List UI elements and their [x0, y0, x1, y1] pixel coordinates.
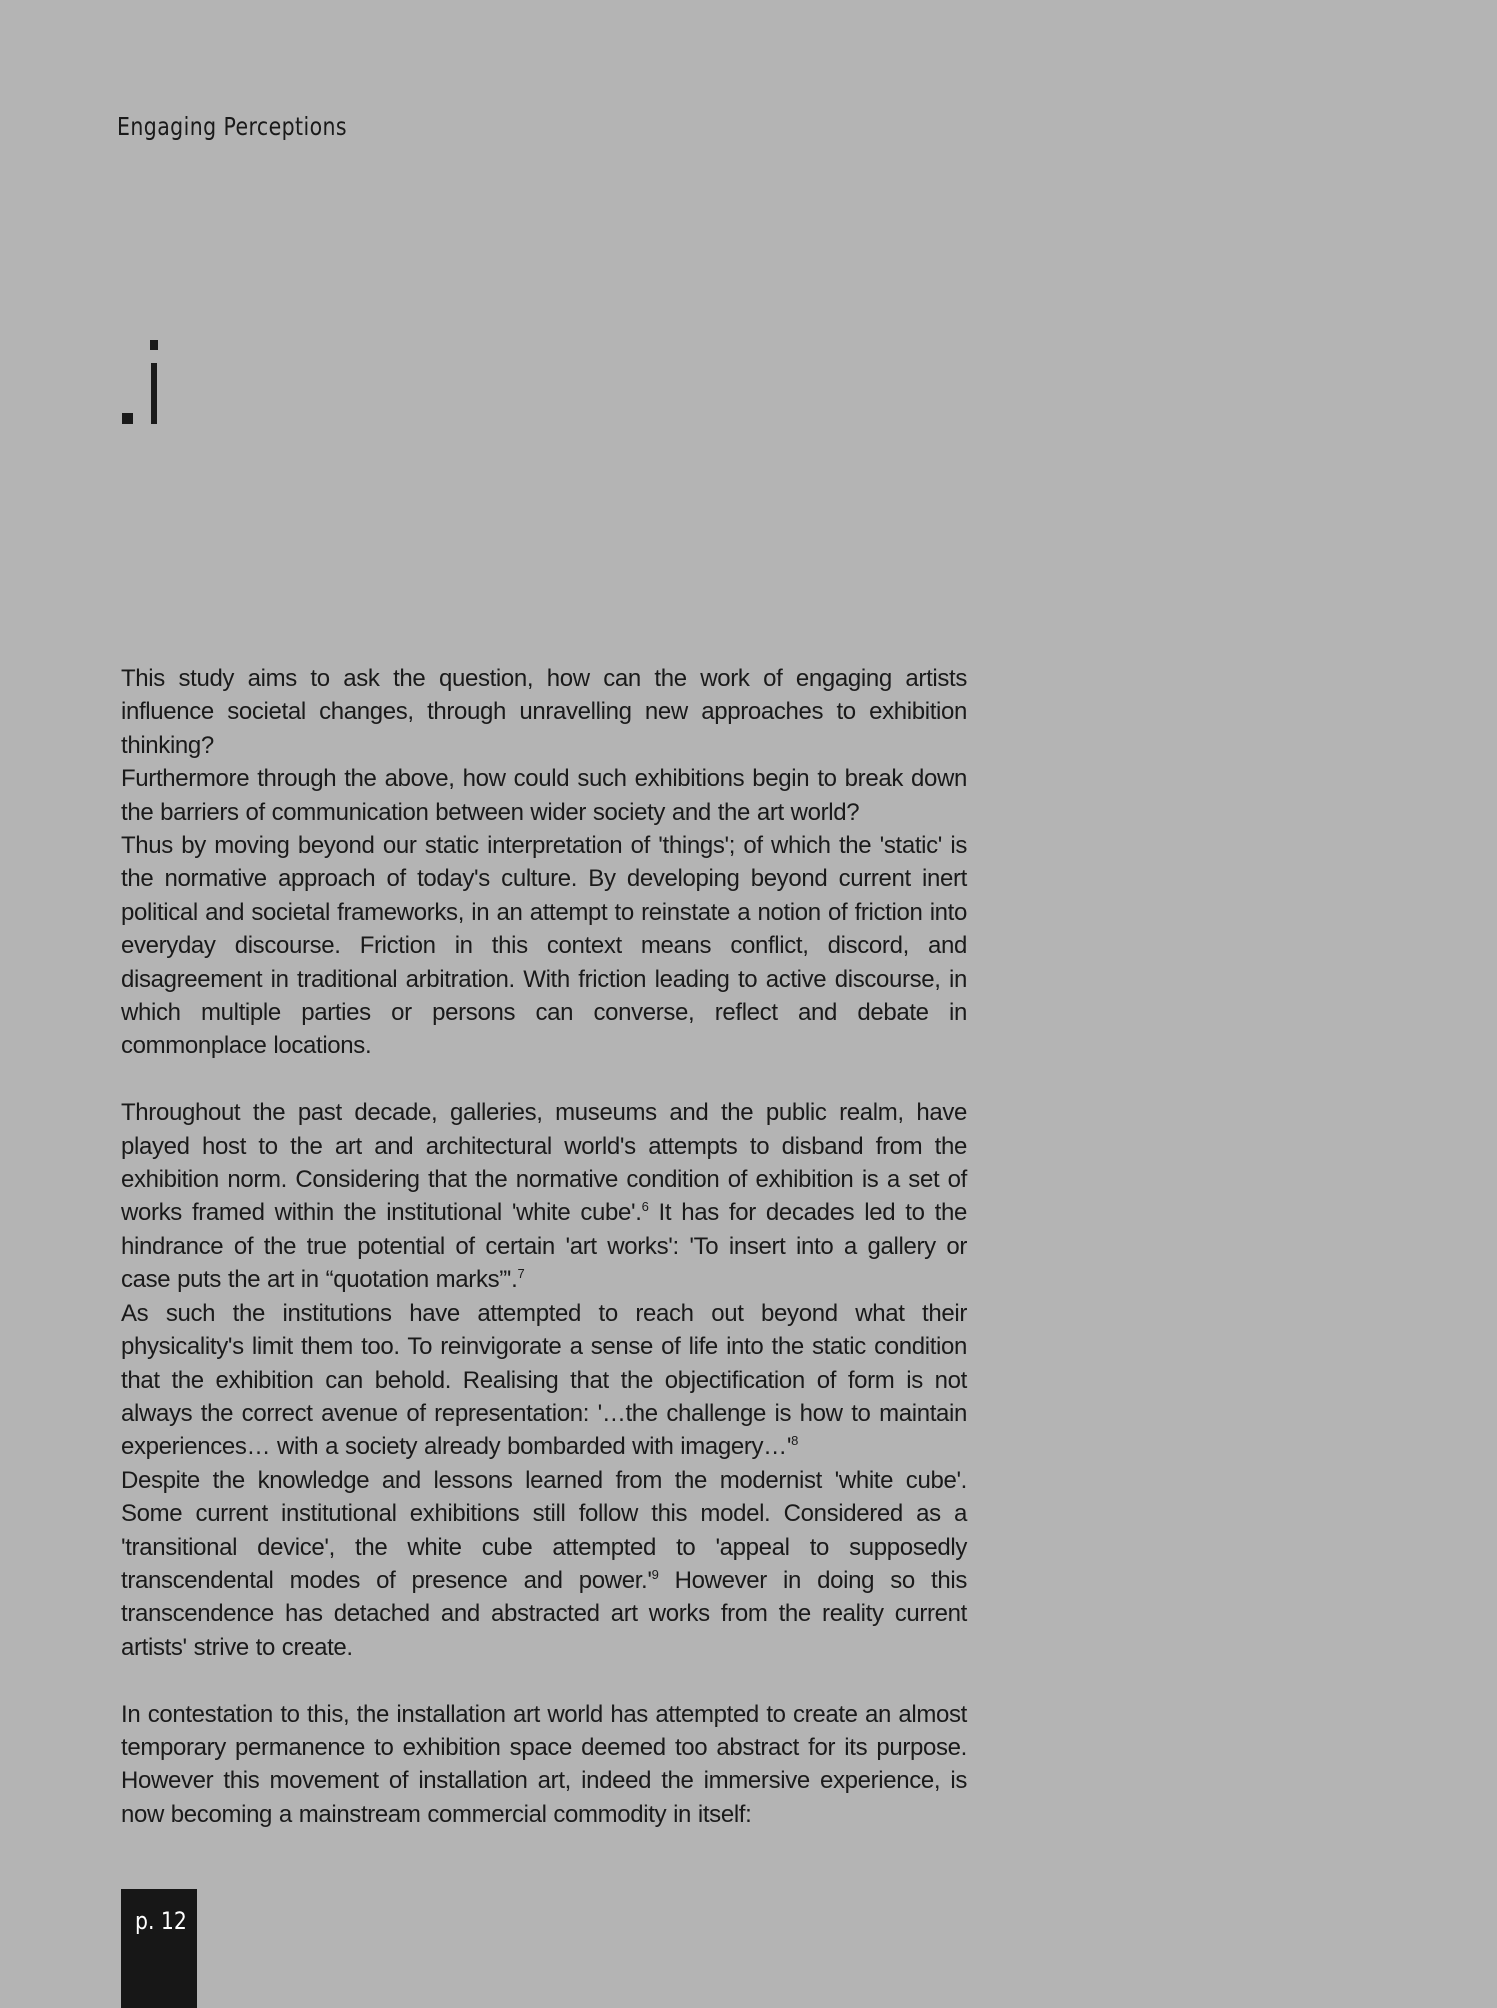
- paragraph: [121, 1464, 967, 1664]
- paragraph: [121, 1096, 967, 1296]
- section-marker: [122, 330, 182, 440]
- paragraph-text: Despite the knowledge and lessons learned from the modernist 'white cube'. Some current institutional exhibitions still follow this model. Considered as a 'transitional device', the white cube attempted to 'appeal to supposedly transcendental modes of presence and power.': [121, 1466, 967, 1594]
- footnote-reference: 9: [651, 1566, 659, 1582]
- footnote-reference: 8: [791, 1433, 798, 1449]
- paragraph-text: However in doing so this transcendence has detached and abstracted art works from the reality current artists' strive to create.: [121, 1566, 967, 1661]
- paragraph: Thus by moving beyond our static interpretation of 'things'; of which the 'static' is the normative approach of today's culture. By developing beyond current inert political and societal frameworks, in an attempt to reinstate a notion of friction into everyday discourse. Friction in this context means conflict, discord, and disagreement in traditional arbitration. With friction leading to active discourse, in which multiple parties or persons can converse, reflect and debate in commonplace locations.: [121, 832, 967, 1060]
- page-number: p. 12: [135, 1907, 187, 1935]
- footnote-reference: 7: [517, 1266, 525, 1282]
- paragraph: [121, 1297, 967, 1464]
- paragraph-text: Throughout the past decade, galleries, museums and the public realm, have played host to the art and architectural world's attempts to disband from the exhibition norm. Considering that the normative condition of exhibition is a set of works framed within the institutional 'white cube'.: [121, 1099, 967, 1227]
- page-number-tab: [121, 1889, 197, 2008]
- body-text: [121, 662, 967, 1831]
- paragraph-text: As such the institutions have attempted to reach out beyond what their physicality's limit them too. To reinvigorate a sense of life into the static condition that the exhibition can behold. Realising that the objectification of form is not always the correct avenue of representation: '…the challenge is how to maintain experiences… with a society already bombarded with imagery…': [121, 1299, 967, 1461]
- section-marker-period: [122, 413, 133, 424]
- section-marker-i-stem: [151, 363, 157, 424]
- paragraph: This study aims to ask the question, how can the work of engaging artists influence societal changes, through unravelling new approaches to exhibition thinking?: [121, 665, 967, 759]
- section-marker-i-dot: [150, 340, 158, 350]
- paragraph: Furthermore through the above, how could such exhibitions begin to break down the barriers of communication between wider society and the art world?: [121, 765, 967, 826]
- footnote-reference: 6: [641, 1199, 649, 1215]
- running-header: Engaging Perceptions: [117, 112, 348, 141]
- paragraph-text: It has for decades led to the hindrance of the true potential of certain 'art works': 'To insert into a gallery or case puts the art in “quotation marks”'.: [121, 1199, 967, 1294]
- paragraph: In contestation to this, the installation art world has attempted to create an almost temporary permanence to exhibition space deemed too abstract for its purpose. However this movement of installation art, indeed the immersive experience, is now becoming a mainstream commercial commodity in itself:: [121, 1700, 967, 1828]
